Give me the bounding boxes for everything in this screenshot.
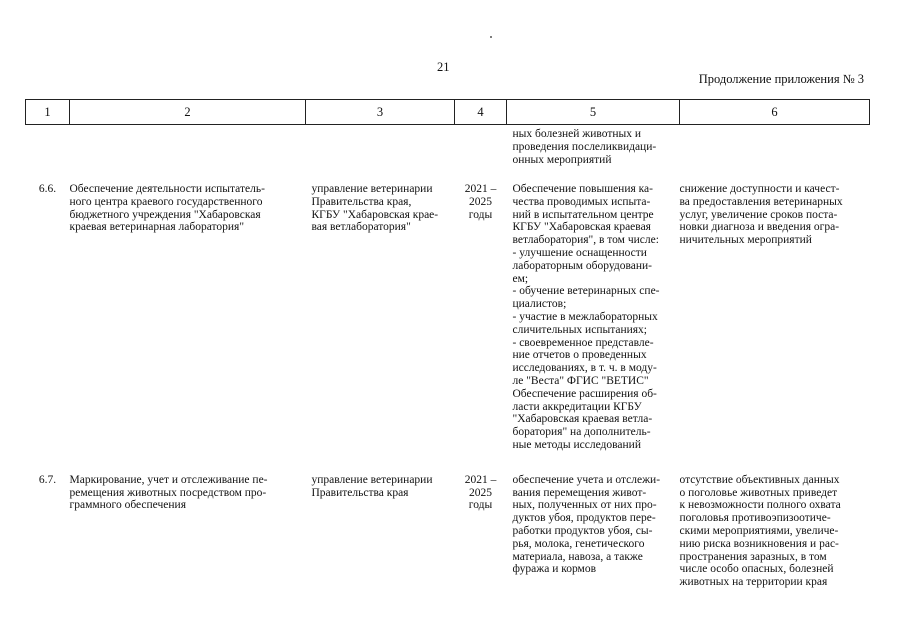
executor-text: управление ветеринарии Правительства края, КГБУ "Хабаровская крае- вая ветлаборатория" [311,183,439,234]
table-row [26,183,870,452]
measures-table [25,99,870,589]
continuation-label: Продолжение приложения № 3 [698,72,864,86]
header-cell-6: 6 [680,100,870,125]
result-text: обеспечение учета и отслежи- вания перемещения живот- ных, полученных от них про- дуктов убоя, продуктов пере- работки продуктов убоя, сы- рья, молока, генетического материала, навоза, а также фуража и кормов [512,473,661,576]
period-text: 2021 – 2025 годы [464,183,497,221]
table-header-row [26,100,870,125]
header-cell-1: 1 [26,100,70,125]
header-cell-3: 3 [306,100,455,125]
period-text: 2021 – 2025 годы [464,473,497,512]
row-number: 6.6. [38,183,57,195]
executor-text: управление ветеринарии Правительства края [311,473,433,499]
consequence-text: отсутствие объективных данных о поголовье животных приведет к невозможности полного охвата поголовья противоэпизоотиче- скими мероприятиями, увеличе- нию риска возникновения и рас- пространения заразных, в том числе особо опасных, болезней животных на территории края [679,473,841,589]
result-text: Обеспечение повышения ка- чества проводимых испыта- ний в испытательном центре КГБУ "Хабаровская краевая ветлаборатория", в том числе: - улучшение оснащенности лабораторным оборудовани- ем; - обучение ветеринарных спе- циалистов; - участие в межлабораторных сличительных испытаниях; - своевременное представле- ние отчетов о проведенных исследованиях, в т. ч. в моду- ле "Веста" ФГИС "ВЕТИС" Обеспечение расширения об- ласти аккредитации КГБУ "Хабаровская краевая ветла- боратория" на дополнитель- ные методы исследований [512,183,660,451]
page-number: 21 [437,60,450,74]
table-spacer [26,452,870,474]
header-cell-2: 2 [70,100,306,125]
table-row [26,474,870,589]
measure-text: Обеспечение деятельности испытатель- ного центра краевого государственного бюджетного учреждения "Хабаровская краевая ветеринарная лаборатория" [69,183,265,234]
table-row-carryover [26,125,870,184]
consequence-text: снижение доступности и качест- ва предоставления ветеринарных услуг, увеличение сроков поста- новки диагноза и введения огра- ничительных мероприятий [679,183,843,247]
header-cell-4: 4 [455,100,507,125]
header-cell-5: 5 [507,100,680,125]
scan-speck [490,36,492,38]
carryover-result-text: ных болезней животных и проведения послеликвидаци- онных мероприятий [512,128,657,166]
measure-text: Маркирование, учет и отслеживание пе- ремещения животных посредством про- граммного обеспечения [69,473,268,512]
row-number: 6.7. [38,473,57,486]
